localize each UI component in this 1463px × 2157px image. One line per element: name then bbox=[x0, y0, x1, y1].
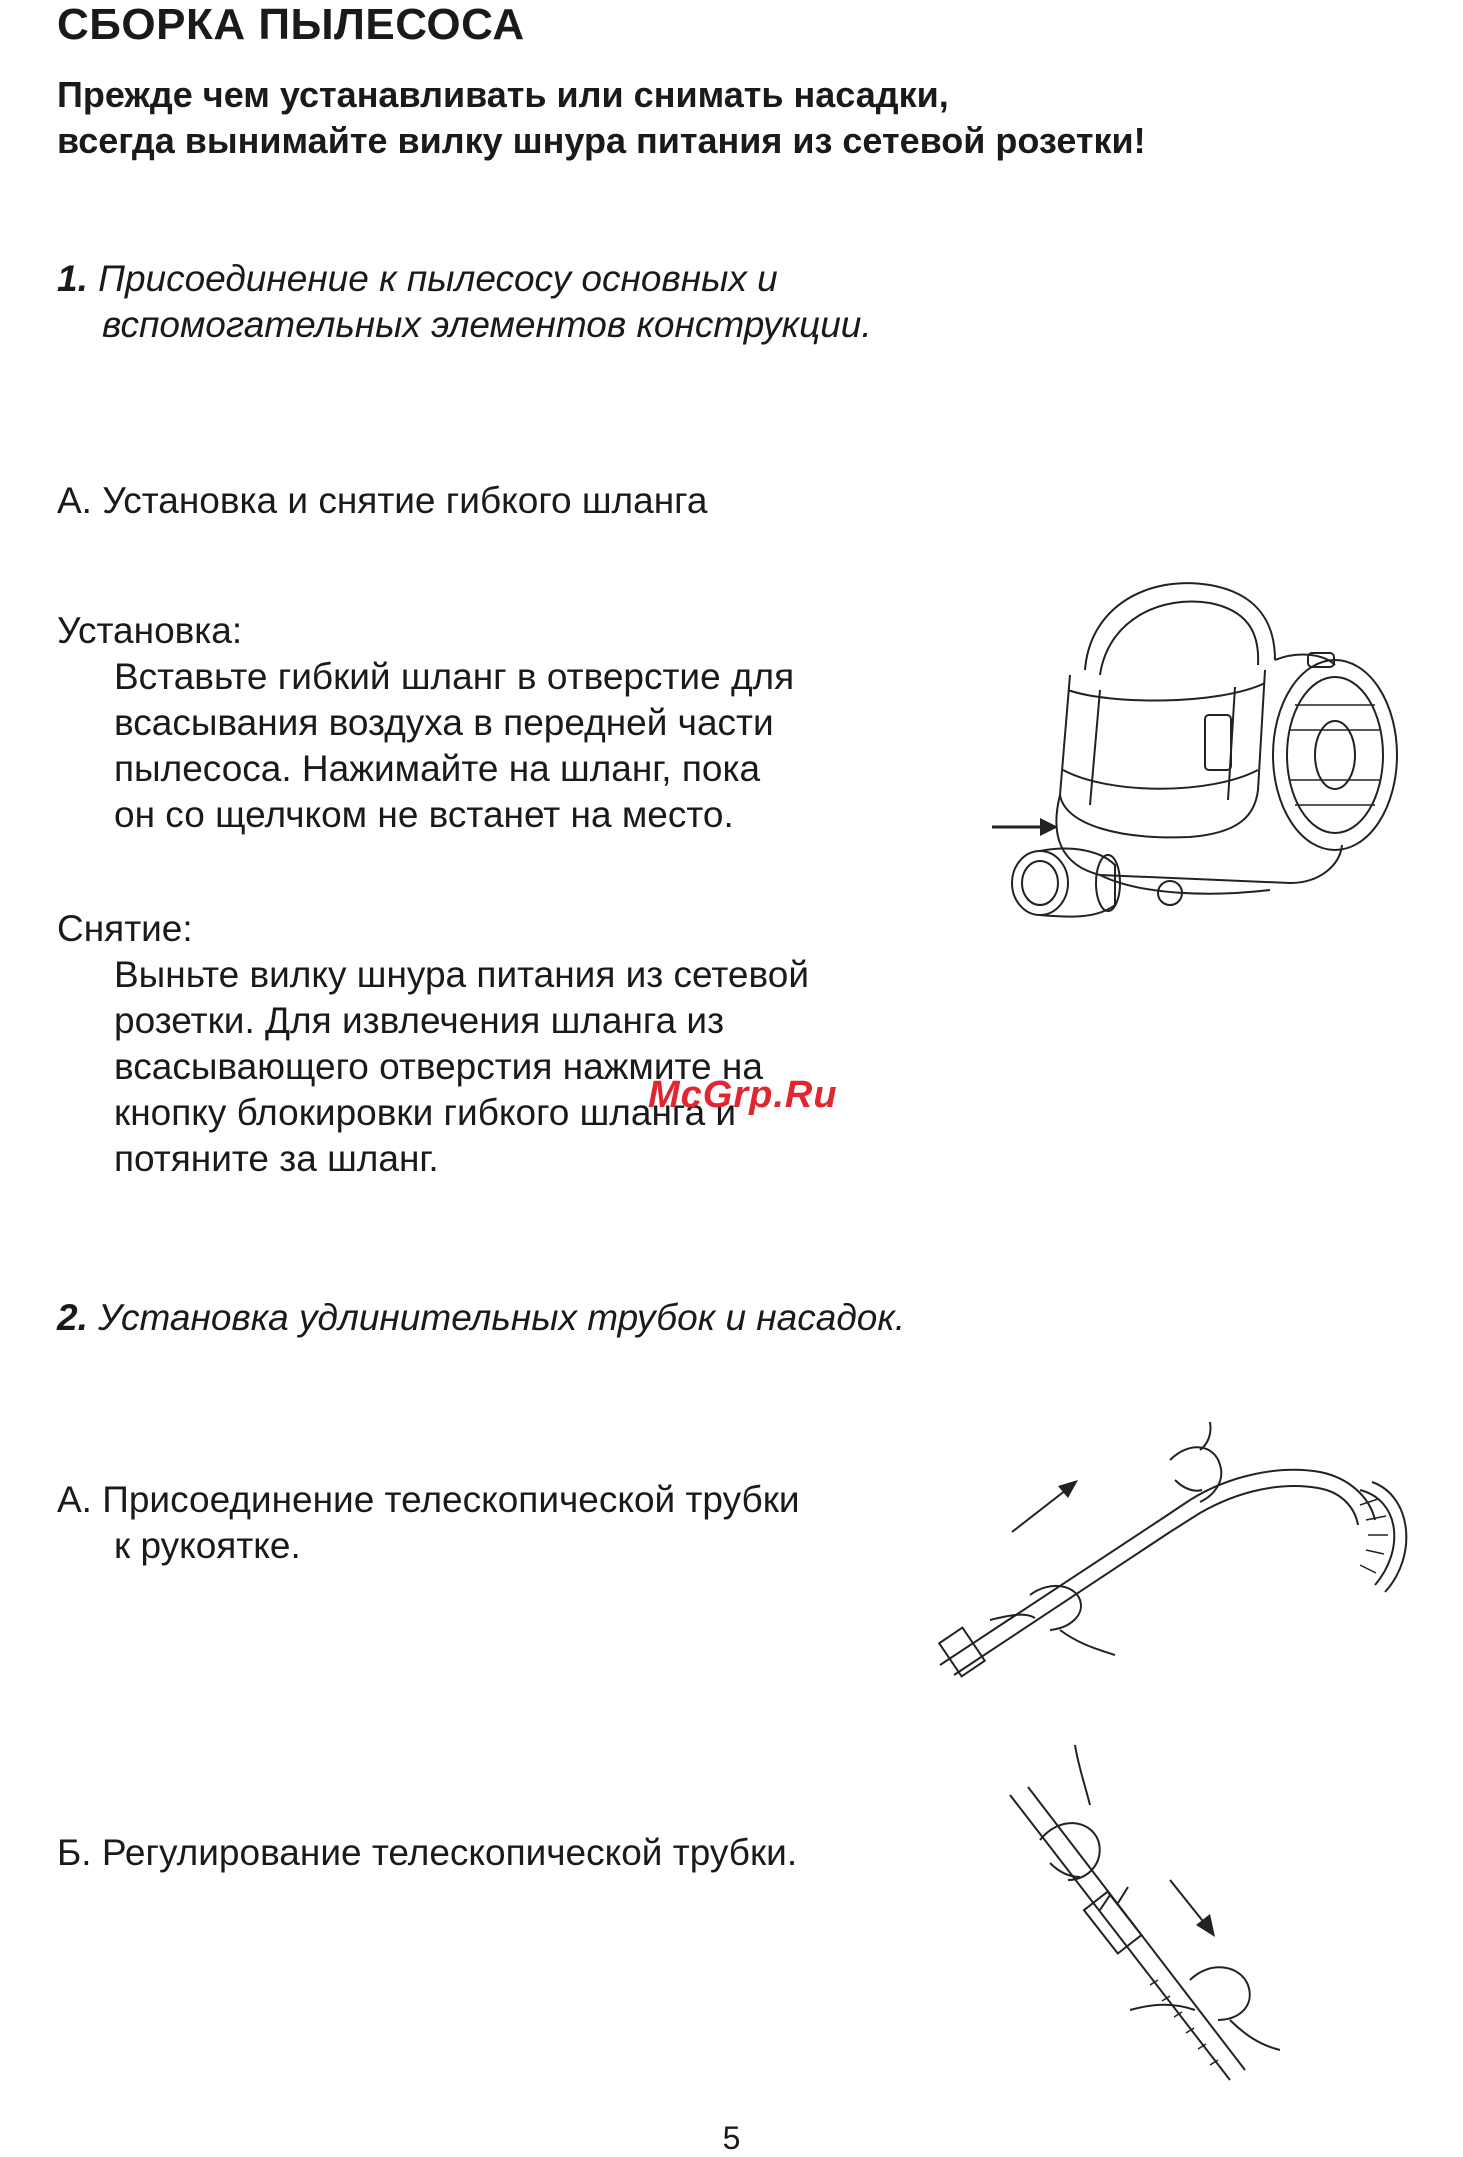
watermark: McGrp.Ru bbox=[648, 1074, 838, 1116]
install-line: пылесоса. Нажимайте на шланг, пока bbox=[114, 748, 761, 789]
section-2-title: Установка удлинительных трубок и насадок. bbox=[98, 1297, 906, 1338]
arrow-icon bbox=[990, 815, 1060, 839]
tube-attach-illustration bbox=[930, 1420, 1400, 1680]
safety-warning bbox=[57, 72, 1146, 164]
subsection-1a-title: А. Установка и снятие гибкого шланга bbox=[57, 480, 708, 521]
section-1-number: 1. bbox=[57, 258, 88, 299]
install-label: Установка: bbox=[57, 610, 243, 651]
remove-line: розетки. Для извлечения шланга из bbox=[114, 1000, 725, 1041]
subsection-2a-line: к рукоятке. bbox=[114, 1525, 301, 1566]
remove-instructions bbox=[57, 906, 809, 1182]
warning-line: Прежде чем устанавливать или снимать насадки, bbox=[57, 74, 949, 115]
page-title: СБОРКА ПЫЛЕСОСА bbox=[57, 0, 525, 49]
section-2-number: 2. bbox=[57, 1297, 88, 1338]
section-1-title-line: вспомогательных элементов конструкции. bbox=[102, 304, 872, 345]
vacuum-cleaner-illustration bbox=[990, 565, 1420, 965]
install-line: всасывания воздуха в передней части bbox=[114, 702, 774, 743]
remove-line: всасывающего отверстия нажмите на bbox=[114, 1046, 763, 1087]
install-line: он со щелчком не встанет на место. bbox=[114, 794, 734, 835]
section-1-heading bbox=[57, 256, 872, 348]
page-number: 5 bbox=[722, 2120, 741, 2156]
section-1-title-line: Присоединение к пылесосу основных и bbox=[98, 258, 778, 299]
tube-adjust-illustration bbox=[990, 1745, 1320, 2090]
remove-label: Снятие: bbox=[57, 908, 193, 949]
install-line: Вставьте гибкий шланг в отверстие для bbox=[114, 656, 795, 697]
remove-line: Выньте вилку шнура питания из сетевой bbox=[114, 954, 809, 995]
subsection-2b-title: Б. Регулирование телескопической трубки. bbox=[57, 1832, 798, 1873]
remove-line: кнопку блокировки гибкого шланга и bbox=[114, 1092, 737, 1133]
subsection-2a-title bbox=[57, 1477, 800, 1569]
remove-line: потяните за шланг. bbox=[114, 1138, 439, 1179]
section-2-heading bbox=[57, 1295, 905, 1341]
subsection-2a-line: А. Присоединение телескопической трубки bbox=[57, 1479, 800, 1520]
install-instructions bbox=[57, 608, 794, 838]
warning-line: всегда вынимайте вилку шнура питания из сетевой розетки! bbox=[57, 120, 1146, 161]
